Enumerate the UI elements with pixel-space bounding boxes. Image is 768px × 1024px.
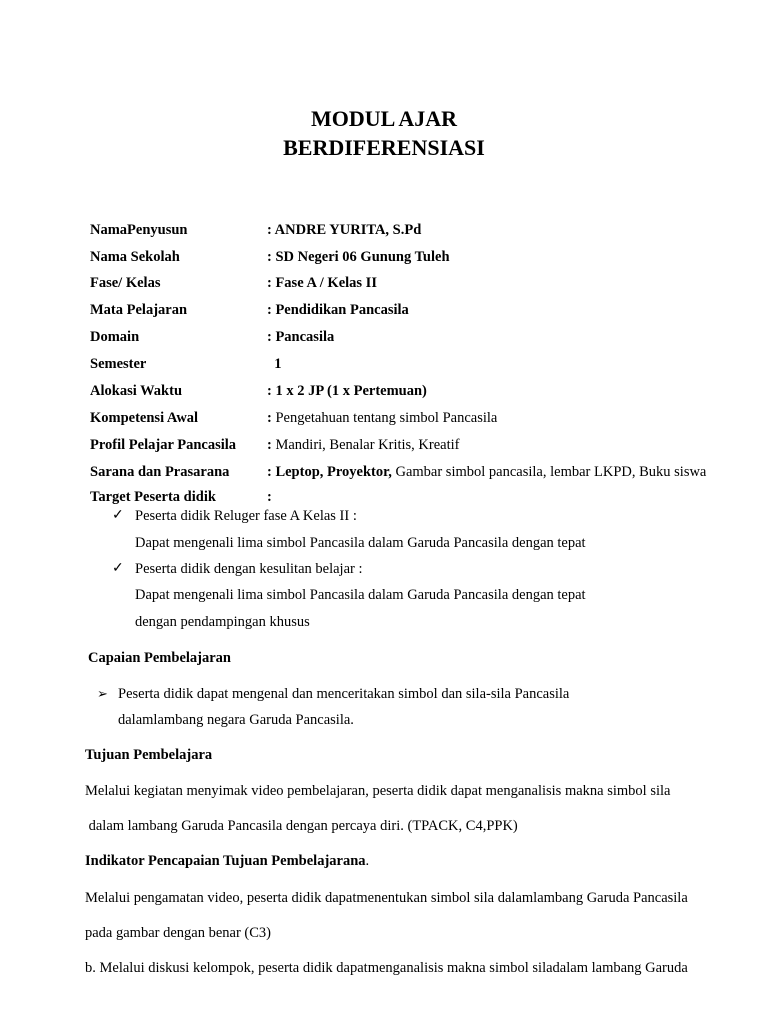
indikator-heading: Indikator Pencapaian Tujuan Pembelajarana. <box>85 853 370 869</box>
info-label: Nama Sekolah <box>90 249 180 265</box>
target-item-line: dengan pendampingan khusus <box>135 614 310 630</box>
document-title-line1: MODUL AJAR <box>310 106 458 131</box>
info-value: : <box>267 489 272 505</box>
info-label: Profil Pelajar Pancasila <box>90 437 237 453</box>
indikator-line: pada gambar dengan benar (C3) <box>85 925 272 941</box>
info-value: : SD Negeri 06 Gunung Tuleh <box>267 249 450 265</box>
info-label: Alokasi Waktu <box>90 383 183 399</box>
capaian-line: Peserta didik dapat mengenal dan menceritakan simbol dan sila-sila Pancasila <box>118 686 570 702</box>
info-value: : Pendidikan Pancasila <box>267 302 409 318</box>
indikator-line: b. Melalui diskusi kelompok, peserta didik dapatmenganalisis makna simbol siladalam lambang Garuda <box>85 960 688 976</box>
info-label: Kompetensi Awal <box>90 410 199 426</box>
tujuan-heading: Tujuan Pembelajara <box>85 747 213 763</box>
capaian-heading: Capaian Pembelajaran <box>88 650 231 666</box>
info-value: : Mandiri, Benalar Kritis, Kreatif <box>267 437 460 453</box>
info-label: Semester <box>90 356 147 372</box>
checkmark-icon: ✓ <box>112 561 124 576</box>
indikator-line: Melalui pengamatan video, peserta didik dapatmenentukan simbol sila dalamlambang Garuda Pancasila <box>85 890 688 906</box>
info-value: : Pancasila <box>267 329 335 345</box>
info-label: Sarana dan Prasarana <box>90 464 230 480</box>
tujuan-line: Melalui kegiatan menyimak video pembelajaran, peserta didik dapat menganalisis makna simbol sila <box>85 783 671 799</box>
tujuan-line: dalam lambang Garuda Pancasila dengan percaya diri. (TPACK, C4,PPK) <box>85 818 518 834</box>
checkmark-icon: ✓ <box>112 508 124 523</box>
info-value: : 1 x 2 JP (1 x Pertemuan) <box>267 383 427 399</box>
info-value: : ANDRE YURITA, S.Pd <box>267 222 422 238</box>
arrow-bullet-icon: ➢ <box>97 686 108 701</box>
capaian-line: dalamlambang negara Garuda Pancasila. <box>118 712 354 728</box>
info-label: NamaPenyusun <box>90 222 188 238</box>
info-value: : Leptop, Proyektor, Gambar simbol pancasila, lembar LKPD, Buku siswa <box>267 464 707 480</box>
info-value: : Fase A / Kelas II <box>267 275 377 291</box>
info-label: Mata Pelajaran <box>90 302 188 318</box>
target-item-head: Peserta didik dengan kesulitan belajar : <box>135 561 363 577</box>
target-item-line: Dapat mengenali lima simbol Pancasila dalam Garuda Pancasila dengan tepat <box>135 535 586 551</box>
info-value: : Pengetahuan tentang simbol Pancasila <box>267 410 498 426</box>
info-label: Target Peserta didik <box>90 489 216 505</box>
info-label: Domain <box>90 329 140 345</box>
target-item-head: Peserta didik Reluger fase A Kelas II : <box>135 508 357 524</box>
document-title-line2: BERDIFERENSIASI <box>283 135 485 160</box>
info-label: Fase/ Kelas <box>90 275 161 291</box>
target-item-line: Dapat mengenali lima simbol Pancasila dalam Garuda Pancasila dengan tepat <box>135 587 586 603</box>
info-value: 1 <box>267 356 282 372</box>
